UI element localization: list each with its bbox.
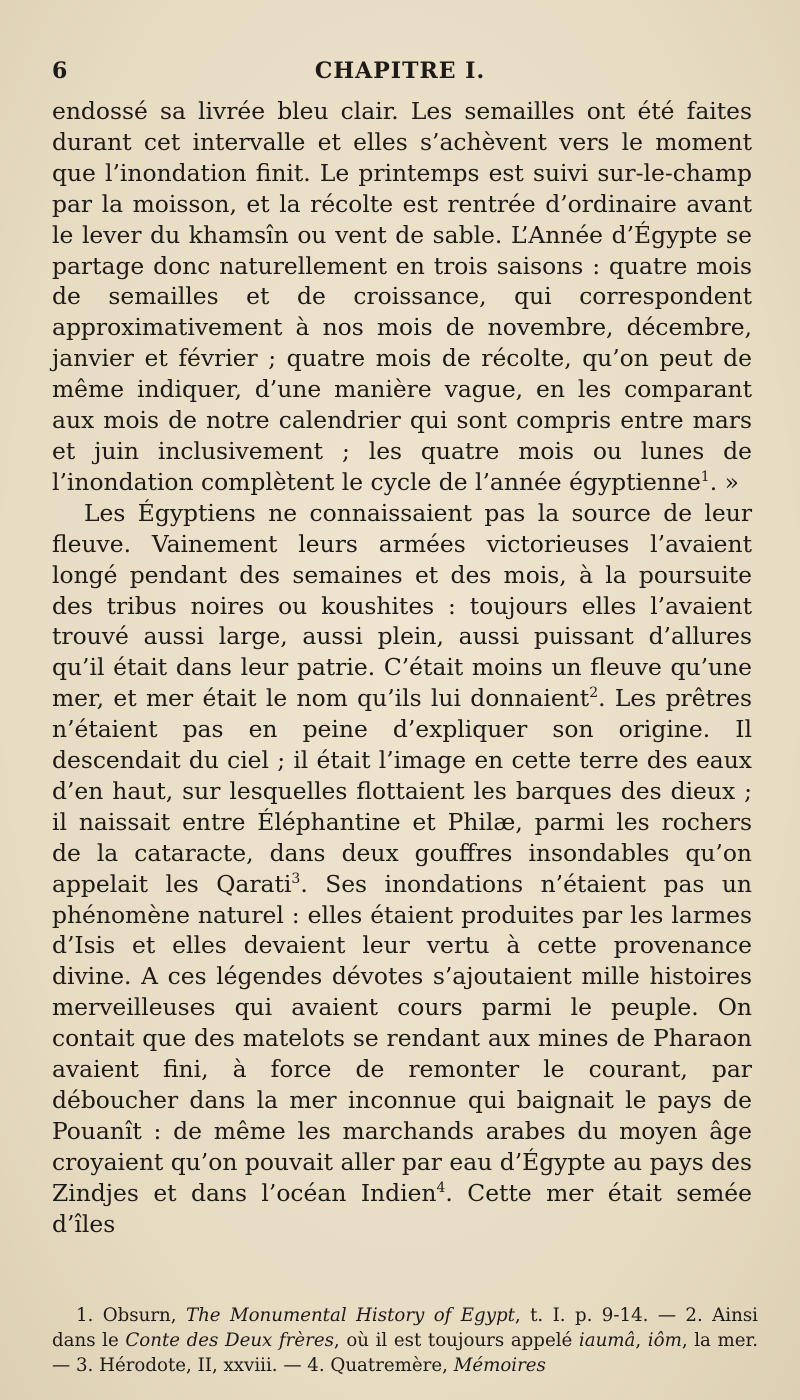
page-number: 6: [52, 58, 68, 84]
main-text: [52, 96, 752, 1240]
paragraph-1: [52, 96, 752, 498]
footnote-1-ref: , t. I. p. 9-14. — 2. Ainsi dans le: [52, 1305, 758, 1351]
footnotes: [52, 1303, 758, 1378]
paragraph-1-end: . »: [709, 467, 739, 496]
footnote-ref-3: 3: [291, 870, 301, 887]
footnote-ref-2: 2: [589, 685, 599, 702]
footnote-block: [52, 1303, 758, 1378]
footnote-2-word-2: iôm: [647, 1330, 682, 1351]
footnote-1-author: 1. Obsurn,: [76, 1305, 186, 1326]
paragraph-2-text-c: . Ses inondations n’étaient pas un phénomène naturel : elles étaient produites par les larmes d’Isis et elles devaient leur vertu à cette provenance divine. A ces légendes dévotes s’ajoutaient mille histoires merveilleuses qui avaient cours parmi le peuple. On contait que des matelots se rendant aux mines de Pharaon avaient fini, à force de remonter le courant, par déboucher dans la mer inconnue qui baignait le pays de Pouanît : de même les marchands arabes du moyen âge croyaient qu’on pouvait aller par eau d’Égypte au pays des Zindjes et dans l’océan Indien: [52, 869, 752, 1207]
footnote-ref-1: 1: [700, 469, 710, 486]
paragraph-2-text-b: . Les prêtres n’étaient pas en peine d’expliquer son origine. Il descendait du ciel ; il était l’image en cette terre des eaux d’en haut, sur lesquelles flottaient les barques des dieux ; il naissait entre Éléphantine et Philæ, parmi les rochers de la cataracte, dans deux gouffres insondables qu’on appelait les Qarati: [52, 684, 752, 898]
footnote-1-title: The Monumental History of Egypt: [185, 1305, 515, 1326]
footnote-2-text: , où il est toujours appelé: [333, 1330, 579, 1351]
page-header: [52, 58, 748, 88]
footnote-2-title: Conte des Deux frères: [125, 1330, 334, 1351]
paragraph-1-text: endossé sa livrée bleu clair. Les semailles ont été faites durant cet intervalle et elles s’achèvent vers le moment que l’inondation finit. Le printemps est suivi sur-le-champ par la moisson, et la récolte est rentrée d’ordinaire avant le lever du khamsîn ou vent de sable. L’Année d’Égypte se partage donc naturellement en trois saisons : quatre mois de semailles et de croissance, qui correspondent approximativement à nos mois de novembre, décembre, janvier et février ; quatre mois de récolte, qu’on peut de même indiquer, d’une manière vague, en les comparant aux mois de notre calendrier qui sont compris entre mars et juin inclusivement ; les quatre mois ou lunes de l’inondation complètent le cycle de l’année égyptienne: [52, 97, 752, 496]
paragraph-2-text-d: . Cette mer était semée d’îles: [52, 1178, 752, 1238]
paragraph-2-text-a: Les Égyptiens ne connaissaient pas la source de leur fleuve. Vainement leurs armées victorieuses l’avaient longé pendant des semaines et des mois, à la poursuite des tribus noires ou koushites : toujours elles l’avaient trouvé aussi large, aussi plein, aussi puissant d’allures qu’il était dans leur patrie. C’était moins un fleuve qu’une mer, et mer était le nom qu’ils lui donnaient: [52, 498, 752, 713]
footnote-2-sep: ,: [635, 1330, 648, 1351]
footnote-ref-4: 4: [436, 1179, 446, 1196]
paragraph-2: [52, 498, 752, 1240]
running-head: CHAPITRE I.: [314, 58, 486, 84]
footnote-4-title: Mémoires: [453, 1355, 546, 1376]
footnote-3-ref: , la mer. — 3. Hérodote, II, xxviii. — 4. Quatremère,: [52, 1330, 758, 1376]
footnote-2-word-1: iaumâ: [578, 1330, 636, 1351]
